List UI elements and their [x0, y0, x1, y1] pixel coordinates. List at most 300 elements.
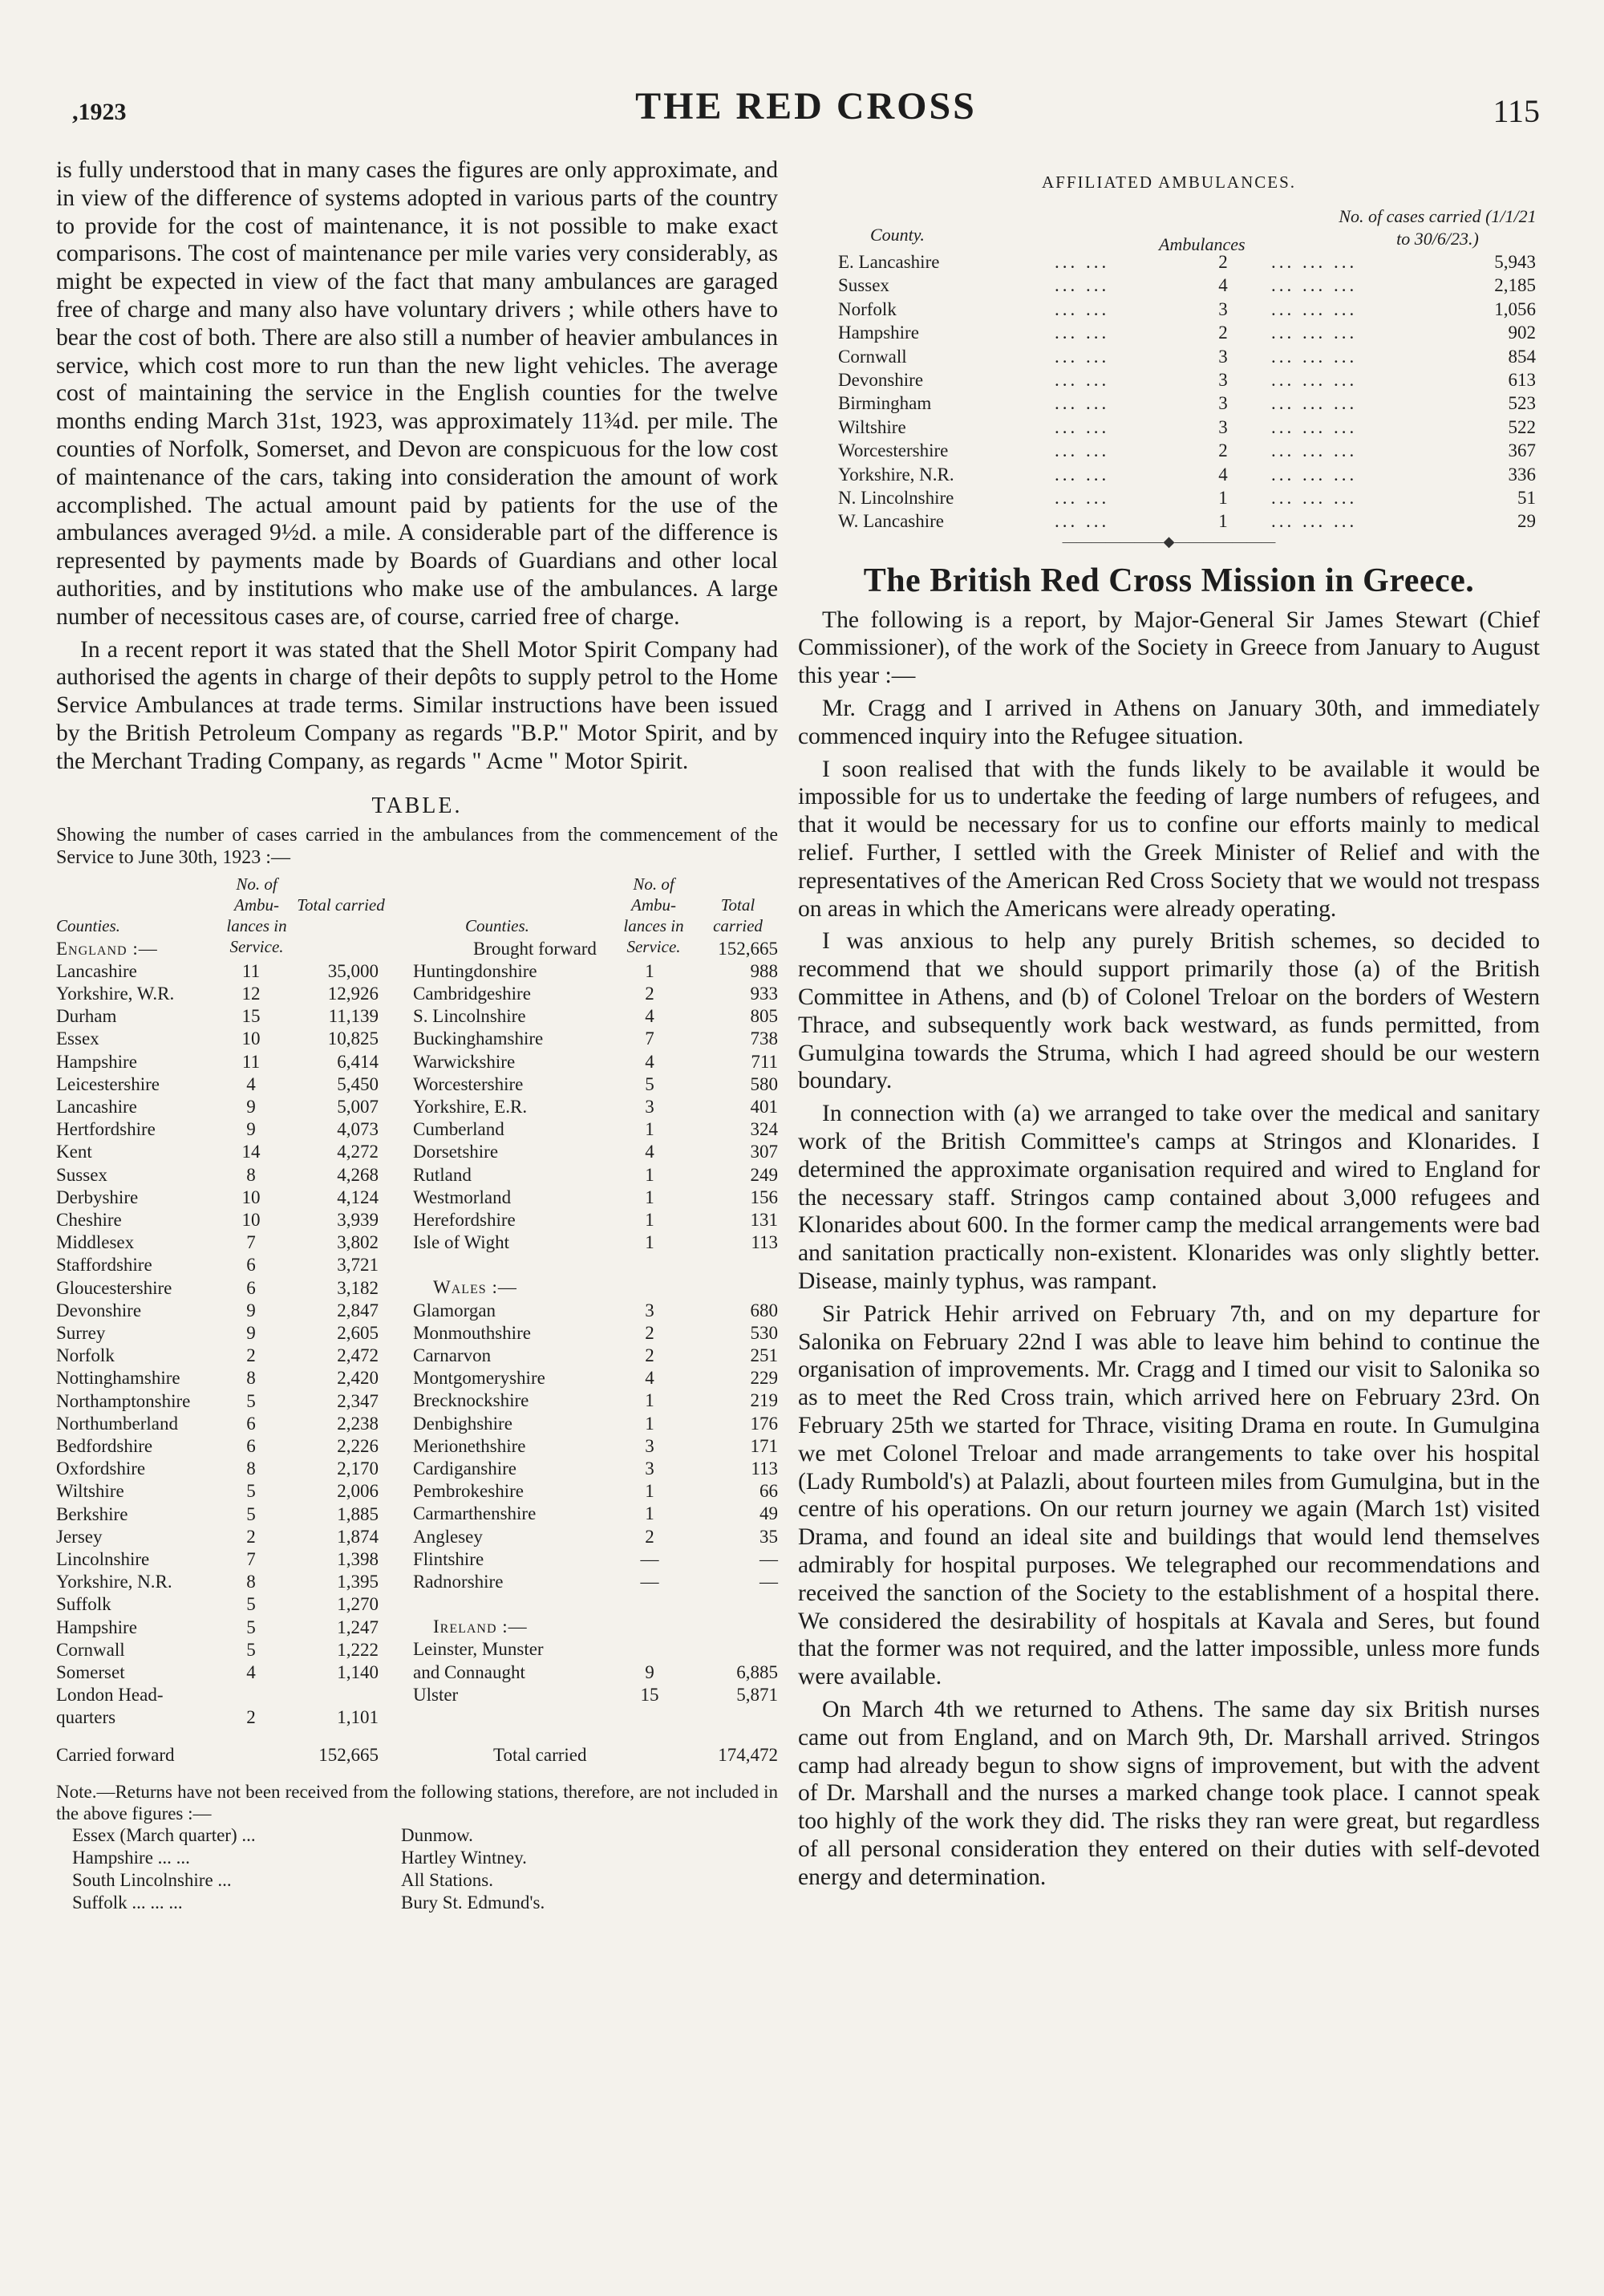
leader-dots: ... ... ... — [1271, 252, 1358, 272]
article-paragraph: In connection with (a) we arranged to take over the medical and sanitary work of the British Committee's camps at Stringos and Klonarides. I determined the approximate organisation required and wired to England for the necessary staff. Stringos camp contained about 3,000 refugees and Klonarides about 600. In the former camp the medical arrangements were bad and sanitation practically non-existent. Klonarides was only slightly better. Disease, mainly typhus, was rampant. — [798, 1101, 1540, 1295]
returns-note-list — [56, 1824, 778, 1925]
affiliated-row — [798, 416, 1540, 439]
table-row — [56, 1526, 778, 1548]
total-carried: — — [759, 1548, 778, 1569]
table-row — [56, 1571, 778, 1593]
table-row — [56, 1187, 778, 1209]
county-name: Pembrokeshire — [413, 1481, 524, 1502]
table-row — [56, 1277, 393, 1300]
table-row — [56, 1617, 393, 1639]
left-column — [56, 156, 778, 1925]
affiliated-ambulances: 3 — [1218, 369, 1228, 390]
note-station-name: All Stations. — [401, 1869, 494, 1890]
ambulance-count: 9 — [246, 1096, 256, 1117]
county-name: Flintshire — [413, 1548, 484, 1569]
county-name: Carnarvon — [413, 1345, 492, 1365]
total-carried: 229 — [750, 1368, 778, 1389]
total-carried: 4,124 — [337, 1187, 379, 1207]
running-head — [72, 84, 1540, 132]
leader-dots: ... ... — [1055, 322, 1110, 343]
total-carried: 1,101 — [337, 1707, 379, 1728]
total-carried-value: 174,472 — [718, 1744, 778, 1765]
table-row — [56, 1073, 778, 1096]
article-paragraph: I was anxious to help any purely British schemes, so decided to recommend that we should support primarily those (a) of the British Committee in Athens, and (b) of Colonel Treloar on the borders of Western Thrace, and subsequently work back westward, as funds permitted, from Gumulgina towards the Struma, which I had agreed should be our western boundary. — [798, 928, 1540, 1094]
county-name: quarters — [56, 1707, 116, 1728]
total-carried: 2,170 — [337, 1458, 379, 1479]
leader-dots: ... ... — [1055, 346, 1110, 367]
ambulance-count: 6 — [246, 1277, 256, 1298]
affiliated-cases: 1,056 — [1494, 298, 1536, 319]
total-carried: 2,472 — [337, 1345, 379, 1366]
affiliated-ambulances: 2 — [1218, 322, 1228, 343]
ambulance-count: 4 — [645, 1051, 654, 1072]
table-row — [56, 1367, 778, 1389]
affiliated-cases: 5,943 — [1494, 252, 1536, 272]
total-carried: 1,885 — [337, 1503, 379, 1524]
affiliated-ambulances: 1 — [1218, 487, 1228, 508]
affiliated-county: N. Lincolnshire — [838, 487, 954, 508]
total-carried: 1,398 — [337, 1548, 379, 1569]
county-name: Sussex — [56, 1164, 107, 1185]
leader-dots: ... ... ... — [1271, 346, 1358, 367]
ambulance-count: — — [640, 1571, 659, 1592]
total-carried: 933 — [750, 983, 778, 1004]
right-column — [798, 164, 1540, 1896]
county-name: Suffolk — [56, 1594, 111, 1615]
leader-dots: ... ... — [1055, 416, 1110, 437]
total-carried: 1,395 — [337, 1572, 379, 1592]
affiliated-county: Cornwall — [838, 346, 907, 367]
leader-dots: ... ... — [1055, 464, 1110, 485]
table-row — [56, 1096, 778, 1118]
ambulance-count: 4 — [645, 1006, 654, 1027]
total-carried: 1,222 — [337, 1639, 379, 1660]
total-carried: 113 — [751, 1232, 778, 1253]
leader-dots: ... ... — [1055, 487, 1110, 508]
note-station-name: Hartley Wintney. — [401, 1847, 527, 1868]
ambulance-count: 11 — [241, 960, 261, 981]
header-ambulances-right: No. of Ambu- lances in Service. — [623, 874, 684, 956]
affiliated-heading: AFFILIATED AMBULANCES. — [1041, 172, 1297, 192]
affiliated-cases: 2,185 — [1494, 275, 1536, 296]
table-row — [56, 1458, 778, 1480]
ambulance-count: 8 — [246, 1458, 256, 1479]
leader-dots: ... ... ... — [1271, 416, 1358, 437]
leader-dots: ... ... — [1055, 252, 1110, 272]
table-row — [56, 1548, 778, 1571]
county-name: Hertfordshire — [56, 1119, 156, 1140]
county-name: S. Lincolnshire — [413, 1006, 526, 1027]
affiliated-county: Worcestershire — [838, 440, 949, 461]
leader-dots: ... ... ... — [1271, 440, 1358, 461]
ambulance-count: 4 — [645, 1368, 654, 1389]
county-name: Nottinghamshire — [56, 1368, 180, 1389]
total-carried: 307 — [750, 1142, 778, 1162]
article-paragraph: Sir Patrick Hehir arrived on February 7th, and on my departure for Salonika on February 22nd I was able to leave him behind to continue the organisation of improvements. Mr. Cragg and I timed our visit to Salonika so as to meet the Red Cross train, which arrived here on February 23rd. On February 25th we started for Thrace, visiting Drama en route. In Gumulgina we met Colonel Treloar and made arrangements to take over his hospital (Lady Rumbold's) at Palazli, about fourteen miles from Gumulgina, but in the centre of his operations. On our return journey we again (March 1st) visited Drama, and found an ideal site and buildings that would lend themselves admirably for hospital purposes. We telegraphed our recommendations and received the sanction of the Society to the establishment of a hospital there. We considered the desirability of hospitals at Kavala and Seres, but found that the former was not required, and the latter impossible, unless more funds were available. — [798, 1300, 1540, 1690]
affiliated-row — [798, 391, 1540, 415]
ambulance-count: 4 — [645, 1142, 654, 1162]
total-carried: 131 — [750, 1209, 778, 1230]
ambulance-count: — — [640, 1548, 659, 1569]
county-name: Montgomeryshire — [413, 1368, 545, 1389]
affiliated-row — [798, 345, 1540, 368]
affiliated-row — [798, 509, 1540, 533]
county-name: Northumberland — [56, 1413, 179, 1434]
county-name: Gloucestershire — [56, 1277, 172, 1298]
county-name: Warwickshire — [413, 1051, 516, 1072]
article-paragraph: I soon realised that with the funds likely to be available it would be impossible for us to undertake the feeding of large numbers of refugees, and that it would be necessary for us to confine our efforts mainly to medical relief. Further, I settled with the Greek Minister of Relief and with the representatives of the American Red Cross Society that we would not trespass on areas in which the Americans were already operating. — [798, 756, 1540, 922]
section-wales: Wales :— — [433, 1277, 517, 1298]
total-carried: 3,802 — [337, 1232, 379, 1253]
ambulance-count: 9 — [246, 1300, 256, 1320]
county-name: London Head- — [56, 1685, 164, 1706]
total-carried: 324 — [750, 1119, 778, 1140]
leader-dots: ... ... — [1055, 275, 1110, 296]
section-ireland: Ireland :— — [433, 1617, 528, 1637]
ambulance-count: 5 — [246, 1503, 256, 1524]
ambulance-count: 9 — [246, 1322, 256, 1343]
returns-note: Note.—Returns have not been received from the following stations, therefore, are not included in the above figures :— — [56, 1781, 778, 1823]
carried-forward-value: 152,665 — [318, 1744, 379, 1765]
table-row — [56, 1300, 778, 1322]
county-name: Middlesex — [56, 1232, 135, 1253]
affiliated-ambulances: 3 — [1218, 298, 1228, 319]
total-carried: 6,414 — [337, 1051, 379, 1072]
affiliated-row — [798, 439, 1540, 462]
total-carried: 66 — [759, 1481, 778, 1502]
county-name: Somerset — [56, 1661, 125, 1682]
ambulance-count: 3 — [645, 1096, 654, 1117]
total-carried-row — [56, 1744, 778, 1767]
ambulance-count: 3 — [645, 1300, 654, 1320]
table-caption: Showing the number of cases carried in the ambulances from the commencement of the Service to June 30th, 1923 :— — [56, 824, 778, 868]
county-name: Wiltshire — [56, 1481, 124, 1502]
affiliated-cases: 522 — [1508, 416, 1536, 437]
ambulance-count: 6 — [246, 1255, 256, 1276]
ambulance-count: 8 — [246, 1572, 256, 1592]
total-carried-label: Total carried — [493, 1744, 587, 1765]
ambulance-count: 3 — [645, 1458, 654, 1479]
ambulance-count: 1 — [645, 1232, 654, 1253]
article-paragraph: Mr. Cragg and I arrived in Athens on January 30th, and immediately commenced inquiry into the Refugee situation. — [798, 696, 1540, 749]
county-name: Yorkshire, W.R. — [56, 983, 175, 1004]
affiliated-county: Norfolk — [838, 298, 897, 319]
ambulance-count: 10 — [241, 1187, 261, 1207]
header-counties-right: Counties. — [465, 915, 529, 935]
affiliated-ambulances: 3 — [1218, 393, 1228, 414]
ambulance-count: 5 — [246, 1390, 256, 1411]
affiliated-row — [798, 486, 1540, 509]
total-carried: 1,874 — [337, 1526, 379, 1547]
ambulance-count: 1 — [645, 1413, 654, 1434]
leader-dots: ... ... ... — [1271, 369, 1358, 390]
total-carried: 171 — [750, 1435, 778, 1456]
journal-title: THE RED CROSS — [635, 85, 977, 128]
total-carried: 156 — [750, 1187, 778, 1207]
affiliated-ambulances: 3 — [1218, 416, 1228, 437]
affiliated-row — [798, 368, 1540, 391]
header-ambulances: No. of Ambu- lances in Service. — [226, 874, 287, 956]
affiliated-county: Yorkshire, N.R. — [838, 464, 954, 485]
affiliated-ambulances: 4 — [1218, 275, 1228, 296]
ambulance-count: 11 — [241, 1051, 261, 1072]
county-name: Surrey — [56, 1322, 106, 1343]
table-row — [56, 1028, 778, 1050]
body-paragraph: is fully understood that in many cases the figures are only approximate, and in view of the difference of systems adopted in various parts of the country to provide for the cost of maintenance, it is not possible to make exact comparisons. The cost of maintenance per mile varies very considerably, as might be expected in view of the fact that many ambulances are garaged free of charge and many also have voluntary drivers ; while others have to bear the cost of both. There are also still a number of heavier ambulances in service, which cost more to run than the new light vehicles. The average cost of maintaining the service in the English counties for the twelve months ending March 31st, 1923, was approximately 11¾d. per mile. The counties of Norfolk, Somerset, and Devon are conspicuous for the low cost of maintenance of the cars, taking into consideration the amount of work accomplished. The actual amount paid by patients for the use of the ambulances averaged 9½d. a mile. A considerable part of the difference is represented by payments made by Boards of Guardians and other local authorities, and by institutions who make use of the ambulances. A large number of necessitous cases are, of course, carried free of charge. — [56, 157, 778, 630]
ambulance-count: 14 — [241, 1142, 261, 1162]
county-name: Lancashire — [56, 1096, 137, 1117]
total-carried: 113 — [751, 1458, 778, 1479]
section-england: England :— — [56, 938, 158, 959]
county-name: Cumberland — [413, 1119, 504, 1140]
ambulance-count: 3 — [645, 1435, 654, 1456]
total-carried: 805 — [750, 1006, 778, 1027]
affiliated-table-header — [798, 196, 1540, 254]
county-name: Devonshire — [56, 1300, 142, 1320]
county-name: Westmorland — [413, 1187, 512, 1207]
county-name: Oxfordshire — [56, 1458, 146, 1479]
total-carried: 35 — [759, 1526, 778, 1547]
leader-dots: ... ... ... — [1271, 393, 1358, 414]
affiliated-county: E. Lancashire — [838, 252, 940, 272]
total-carried: 10,825 — [327, 1028, 379, 1049]
county-name: Hampshire — [56, 1051, 137, 1072]
table-row — [56, 1435, 778, 1458]
county-name: Yorkshire, E.R. — [413, 1096, 528, 1117]
county-name: Herefordshire — [413, 1209, 516, 1230]
total-carried: 2,226 — [337, 1435, 379, 1456]
county-name: Derbyshire — [56, 1187, 139, 1207]
ambulance-count: 8 — [246, 1368, 256, 1389]
total-carried: 1,270 — [337, 1594, 379, 1615]
total-carried: 401 — [750, 1096, 778, 1117]
leader-dots: ... ... — [1055, 369, 1110, 390]
ambulance-count: 2 — [246, 1345, 256, 1366]
total-carried: 3,182 — [337, 1277, 379, 1298]
total-carried: 2,347 — [337, 1390, 379, 1411]
county-name: Cardiganshire — [413, 1458, 517, 1479]
total-carried: 11,139 — [328, 1006, 379, 1027]
affiliated-ambulances: 2 — [1218, 440, 1228, 461]
county-name: Bedfordshire — [56, 1435, 153, 1456]
ambulance-count: 2 — [645, 1322, 654, 1343]
note-station-county: Essex (March quarter) ... — [72, 1824, 256, 1845]
county-name: Merionethshire — [413, 1435, 526, 1456]
county-name: Cornwall — [56, 1639, 125, 1660]
ambulance-count: 5 — [246, 1594, 256, 1615]
note-station-name: Dunmow. — [401, 1824, 473, 1845]
note-station-county: Hampshire ... ... — [72, 1847, 190, 1868]
total-carried: 580 — [750, 1073, 778, 1094]
total-carried: 530 — [750, 1322, 778, 1343]
table-row — [56, 1593, 393, 1616]
affiliated-county: W. Lancashire — [838, 511, 944, 532]
total-carried: 988 — [750, 960, 778, 981]
county-name: Staffordshire — [56, 1255, 152, 1276]
total-carried: 2,420 — [337, 1368, 379, 1389]
county-name: Buckinghamshire — [413, 1028, 544, 1049]
leader-dots: ... ... — [1055, 511, 1110, 532]
total-carried: — — [759, 1571, 778, 1592]
ambulance-count: 7 — [645, 1028, 654, 1049]
leader-dots: ... ... ... — [1271, 511, 1358, 532]
county-name: Worcestershire — [413, 1073, 524, 1094]
leader-dots: ... ... ... — [1271, 487, 1358, 508]
county-name: Isle of Wight — [413, 1232, 510, 1253]
county-name: Rutland — [413, 1164, 472, 1185]
ambulance-count: 4 — [246, 1661, 256, 1682]
ambulance-count: 6 — [246, 1435, 256, 1456]
affiliated-ambulances: 3 — [1218, 346, 1228, 367]
ambulance-count: 7 — [246, 1232, 256, 1253]
header-total-right: Total carried — [713, 894, 763, 935]
county-name: Lancashire — [56, 960, 137, 981]
total-carried: 738 — [750, 1028, 778, 1049]
page-number: 115 — [1493, 93, 1540, 129]
county-name: Brecknockshire — [413, 1390, 529, 1411]
affiliated-cases: 613 — [1508, 369, 1536, 390]
ambulance-count: 2 — [246, 1707, 256, 1728]
leader-dots: ... ... — [1055, 298, 1110, 319]
ambulance-count: 1 — [645, 960, 654, 981]
ambulance-count: 5 — [246, 1481, 256, 1502]
leader-dots: ... ... ... — [1271, 464, 1358, 485]
ambulance-count: 7 — [246, 1548, 256, 1569]
brought-forward-value: 152,665 — [718, 938, 778, 959]
total-carried: 176 — [750, 1413, 778, 1434]
table-row — [56, 1413, 778, 1435]
ambulance-count: 12 — [241, 983, 261, 1004]
ambulance-count: 15 — [241, 1006, 261, 1027]
ambulance-count: 1 — [645, 1119, 654, 1140]
table-row — [56, 1345, 778, 1367]
ambulance-count: 8 — [246, 1164, 256, 1185]
county-name: Leinster, Munster — [413, 1639, 544, 1660]
total-carried: 4,272 — [337, 1142, 379, 1162]
affiliated-ambulances: 2 — [1218, 252, 1228, 272]
affiliated-table — [798, 250, 1540, 533]
ambulance-count: 1 — [645, 1164, 654, 1185]
ambulance-count: 2 — [645, 1526, 654, 1547]
ambulance-count: 4 — [246, 1073, 256, 1094]
ambulance-count: 1 — [645, 1481, 654, 1502]
affiliated-row — [798, 463, 1540, 486]
county-name: Glamorgan — [413, 1300, 496, 1320]
col-county: County. — [870, 225, 925, 245]
county-name: Jersey — [56, 1526, 103, 1547]
county-name: Ulster — [413, 1684, 459, 1705]
table-row — [56, 1503, 778, 1525]
affiliated-row — [798, 274, 1540, 297]
county-name: Yorkshire, N.R. — [56, 1572, 172, 1592]
table-row — [56, 1141, 778, 1163]
ambulance-cases-table — [56, 874, 778, 1773]
total-carried: 6,885 — [736, 1661, 778, 1682]
table-row — [56, 1322, 778, 1345]
affiliated-cases: 902 — [1508, 322, 1536, 343]
county-name: Monmouthshire — [413, 1322, 531, 1343]
affiliated-cases: 523 — [1508, 393, 1536, 414]
total-carried: 2,238 — [337, 1413, 379, 1434]
total-carried: 251 — [750, 1345, 778, 1365]
total-carried: 1,140 — [337, 1661, 379, 1682]
county-name: Anglesey — [413, 1526, 483, 1547]
article-body — [798, 606, 1540, 1892]
leader-dots: ... ... ... — [1271, 275, 1358, 296]
table-row — [56, 1480, 778, 1503]
note-station-county: South Lincolnshire ... — [72, 1869, 232, 1890]
total-carried: 5,450 — [337, 1073, 379, 1094]
body-paragraph: In a recent report it was stated that the Shell Motor Spirit Company had authorised the agents in charge of their depôts to supply petrol to the Home Service Ambulances at trade terms. Similar instructions have been issued by the British Petroleum Company as regards "B.P." Motor Spirit, and by the Merchant Trading Company, as regards " Acme " Motor Spirit. — [56, 636, 778, 774]
affiliated-ambulances: 4 — [1218, 464, 1228, 485]
note-station-county: Suffolk ... ... ... — [72, 1892, 183, 1913]
affiliated-cases: 854 — [1508, 346, 1536, 367]
ambulance-count: 5 — [246, 1617, 256, 1637]
affiliated-cases: 51 — [1517, 487, 1536, 508]
county-name: Denbighshire — [413, 1413, 512, 1434]
county-name: Kent — [56, 1142, 92, 1162]
total-carried: 49 — [759, 1503, 778, 1524]
header-counties: Counties. — [56, 915, 120, 935]
county-name: Lincolnshire — [56, 1548, 150, 1569]
table-title: TABLE. — [371, 793, 463, 818]
ambulance-count: 2 — [246, 1526, 256, 1547]
ambulance-count: 2 — [645, 1345, 654, 1365]
affiliated-cases: 29 — [1517, 511, 1536, 532]
article-paragraph: On March 4th we returned to Athens. The same day six British nurses came out from England, and on March 9th, Dr. Marshall arrived. Stringos camp had already begun to show signs of improvement, but with the advent of Dr. Marshall and the nurses a marked change took place. I cannot speak too highly of the work they did. The risks they ran were great, but regardless of all personal consideration they entered on their duties with self-devoted energy and determination. — [798, 1696, 1540, 1890]
affiliated-ambulances: 1 — [1218, 511, 1228, 532]
county-name: Norfolk — [56, 1345, 115, 1366]
table-row — [56, 1684, 778, 1706]
affiliated-county: Wiltshire — [838, 416, 906, 437]
note-station-name: Bury St. Edmund's. — [401, 1892, 545, 1913]
affiliated-row — [798, 321, 1540, 344]
ambulance-count: 9 — [246, 1119, 256, 1140]
leader-dots: ... ... ... — [1271, 298, 1358, 319]
ambulance-count: 1 — [645, 1503, 654, 1524]
ambulance-count: 1 — [645, 1209, 654, 1230]
col-ambulances: Ambulances — [1159, 234, 1246, 254]
year-label: ,1923 — [72, 99, 127, 125]
leader-dots: ... ... ... — [1271, 322, 1358, 343]
total-carried: 249 — [750, 1164, 778, 1185]
table-row — [56, 960, 778, 983]
table-row — [56, 983, 778, 1005]
total-carried: 2,847 — [337, 1300, 379, 1320]
affiliated-county: Devonshire — [838, 369, 924, 390]
county-name: Leicestershire — [56, 1073, 160, 1094]
total-carried: 5,007 — [337, 1096, 379, 1117]
affiliated-county: Sussex — [838, 275, 889, 296]
table-row — [56, 1638, 778, 1661]
county-name: Cambridgeshire — [413, 983, 531, 1004]
table-row — [56, 1661, 778, 1684]
table-row — [56, 1706, 393, 1729]
table-row — [56, 1051, 778, 1073]
affiliated-row — [798, 298, 1540, 321]
total-carried: 2,006 — [337, 1481, 379, 1502]
header-total: Total carried — [297, 894, 385, 915]
carried-forward-label: Carried forward — [56, 1744, 175, 1765]
county-name: Essex — [56, 1028, 99, 1049]
total-carried: 219 — [750, 1390, 778, 1411]
total-carried: 1,247 — [337, 1617, 379, 1637]
leader-dots: ... ... — [1055, 440, 1110, 461]
ambulance-count: 2 — [645, 983, 654, 1004]
county-name: Radnorshire — [413, 1571, 504, 1592]
ambulance-count: 10 — [241, 1209, 261, 1230]
table-row — [56, 1231, 778, 1254]
